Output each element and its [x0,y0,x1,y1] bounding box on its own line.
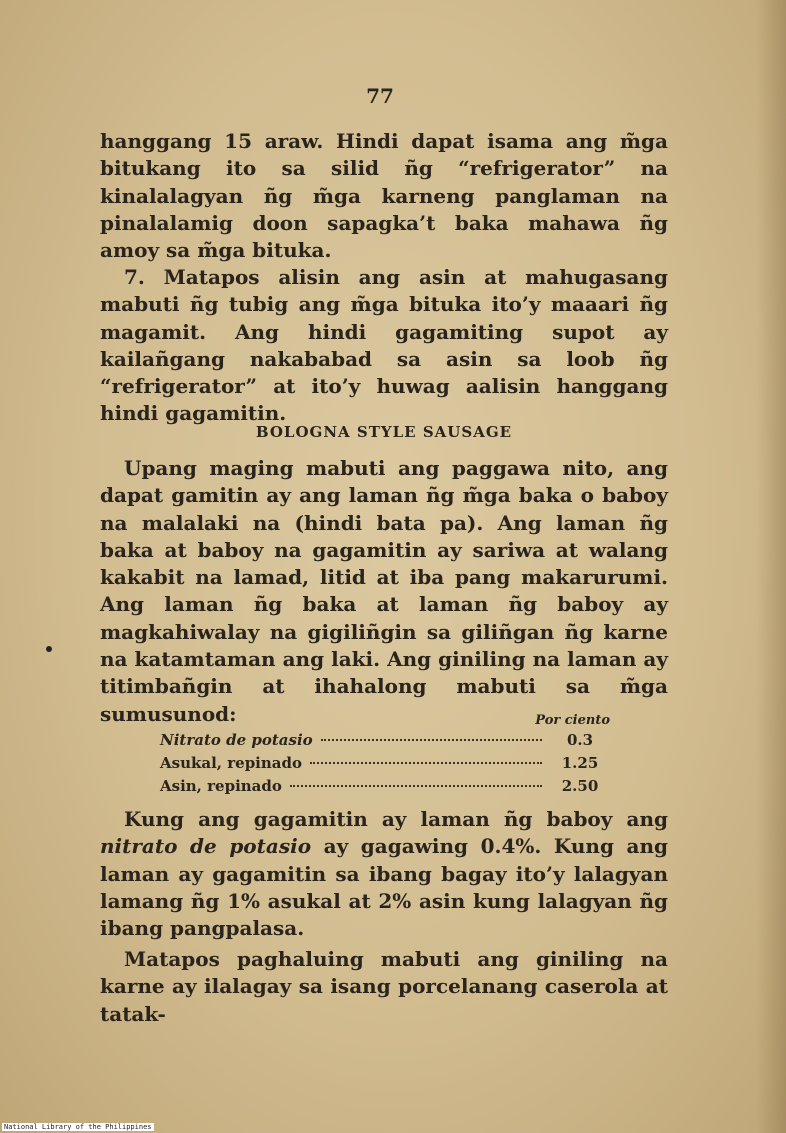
paragraph-step-7: 7. Matapos alisin ang asin at mahugasang mabuti ñg tubig ang m̃ga bituka ito’y maaari ñg magamit. Ang hindi gagamiting supot ay kailañgang nakababad sa asin sa loob ñg “refrigerator” at ito’y huwag aalisin hanggang hindi gagamitin. [100,265,668,426]
text-run: ay gagawing 0.4%. Kung ang laman ay gagamitin sa ibang bagay ito’y lalagyan lamang ñg 1% asukal at 2% asin kung lalagyan ñg ibang pangpalasa. [100,834,668,941]
page-edge-shadow [756,0,786,1133]
text-run: Kung ang gagamitin ay laman ñg baboy ang [124,807,668,831]
dot-leader [290,785,542,787]
ingredient-table [160,713,610,800]
paragraph-pork-note [100,806,668,942]
row-value: 2.50 [561,777,599,795]
table-row [160,754,610,777]
table-row [160,731,610,754]
ink-speck [46,646,52,652]
italic-term: nitrato de potasio [100,834,312,859]
paragraph-intro: Upang maging mabuti ang paggawa nito, ang dapat gamitin ay ang laman ñg m̃ga baka o baboy na malalaki na (hindi bata pa). Ang laman ñg baka at baboy na gagamitin ay sariwa at walang kakabit na lamad, litid at iba pang makarurumi. Ang laman ñg baka at laman ñg baboy ay magkahiwalay na gigiliñgin sa giliñgan ñg karne na katamtaman ang laki. Ang giniling na laman ay titimbañgin at ihahalong mabuti sa m̃ga sumusunod: [100,456,668,726]
table-row [160,777,610,800]
section-heading: BOLOGNA STYLE SAUSAGE [255,423,513,441]
row-label: Asin, repinado [160,777,282,795]
footer-credit: National Library of the Philippines [4,1123,152,1131]
row-label: Asukal, repinado [160,754,302,772]
paragraph-final: Matapos paghaluing mabuti ang giniling na karne ay ilalagay sa isang porcelanang caserola at tatak- [100,947,668,1026]
paragraph-continuation: hanggang 15 araw. Hindi dapat isama ang m̃ga bitukang ito sa silid ñg “refrigerator” na kinalalagyan ñg m̃ga karneng panglaman na pinalalamig doon sapagka’t baka mahawa ñg amoy sa m̃ga bituka. [100,129,668,263]
page-number: 77 [366,84,394,108]
table-header: Por ciento [535,713,610,728]
row-label: Nitrato de potasio [160,731,313,749]
dot-leader [310,762,542,764]
row-value: 1.25 [561,754,599,772]
dot-leader [321,739,542,741]
row-value: 0.3 [566,731,594,749]
